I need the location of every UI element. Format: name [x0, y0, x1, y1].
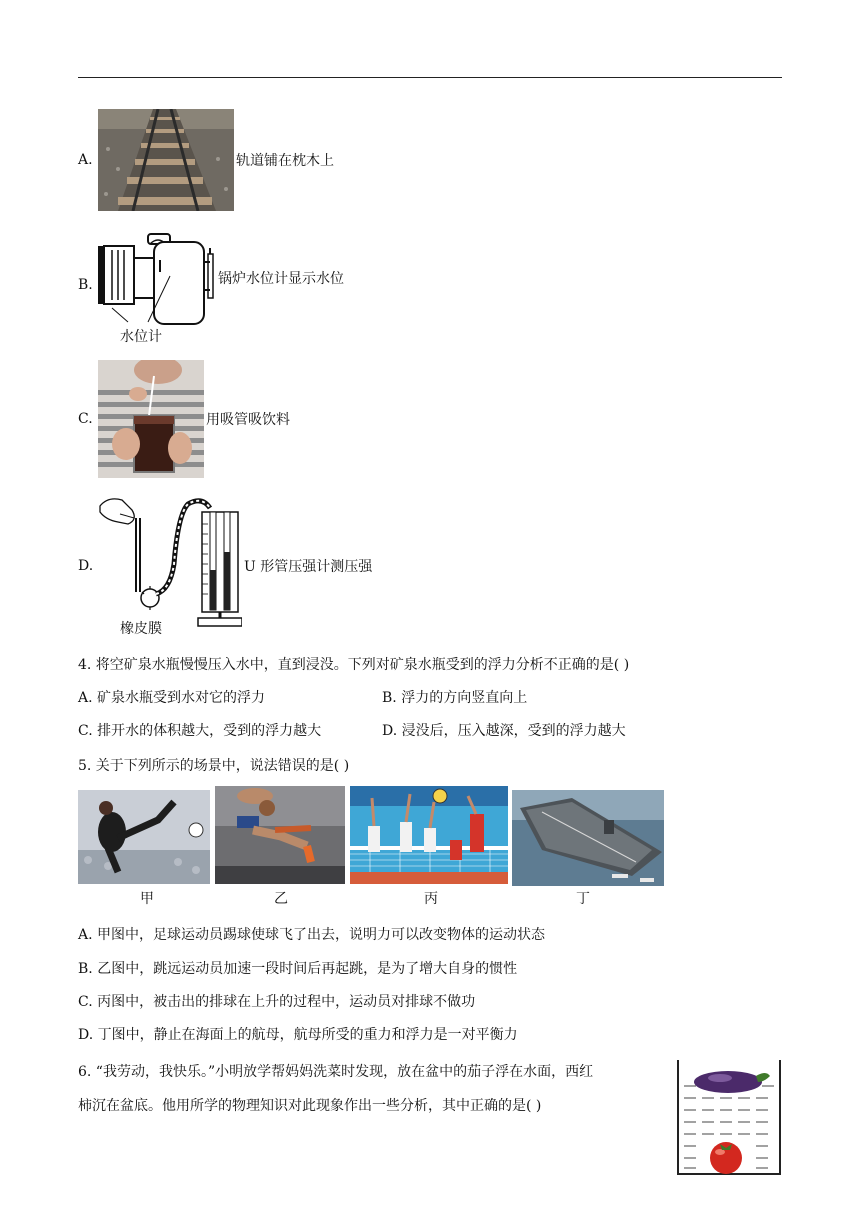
q5-choice-d: D. 丁图中，静止在海面上的航母，航母所受的重力和浮力是一对平衡力 [78, 1027, 518, 1043]
q6-line2: 柿沉在盆底。他用所学的物理知识对此现象作出一些分析，其中正确的是( ) [78, 1098, 542, 1114]
option-b-text: 锅炉水位计显示水位 [218, 271, 344, 287]
option-c-text: 用吸管吸饮料 [206, 412, 290, 428]
option-b-letter: B. [78, 277, 93, 293]
soccer-kick-photo [78, 790, 210, 884]
rubber-membrane-label: 橡皮膜 [120, 618, 162, 638]
water-gauge-label: 水位计 [120, 329, 162, 345]
q5-label-jia: 甲 [140, 891, 154, 907]
long-jump-photo [215, 786, 345, 884]
option-d-text: U 形管压强计测压强 [244, 559, 373, 575]
q4-choice-d: D. 浸没后，压入越深，受到的浮力越大 [382, 723, 626, 739]
header-rule [78, 77, 782, 78]
q5-label-yi: 乙 [274, 891, 288, 907]
q5-choice-a: A. 甲图中，足球运动员踢球使球飞了出去，说明力可以改变物体的运动状态 [78, 927, 546, 943]
option-a-text: 轨道铺在枕木上 [236, 153, 334, 169]
q6-line1: 6. “我劳动，我快乐。”小明放学帮妈妈洗菜时发现，放在盆中的茄子浮在水面，西红 [78, 1064, 594, 1080]
q5-label-bing: 丙 [424, 891, 438, 907]
q5-stem: 5. 关于下列所示的场景中，说法错误的是( ) [78, 758, 350, 774]
option-a-letter: A. [78, 152, 93, 168]
q4-stem: 4. 将空矿泉水瓶慢慢压入水中，直到浸没。下列对矿泉水瓶受到的浮力分析不正确的是( ) [78, 657, 630, 673]
option-d [78, 494, 372, 638]
q5-choice-c: C. 丙图中，被击出的排球在上升的过程中，运动员对排球不做功 [78, 994, 476, 1010]
q5-label-ding: 丁 [576, 891, 590, 907]
option-c [78, 360, 290, 478]
q4-choice-a: A. 矿泉水瓶受到水对它的浮力 [78, 690, 266, 706]
q4-choice-b: B. 浮力的方向竖直向上 [382, 690, 528, 706]
option-d-letter: D. [78, 558, 94, 574]
q5-choice-b: B. 乙图中，跳远运动员加速一段时间后再起跳，是为了增大自身的惯性 [78, 961, 518, 977]
boiler-water-gauge-diagram [98, 224, 218, 346]
q4-choice-c: C. 排开水的体积越大，受到的浮力越大 [78, 723, 322, 739]
basin-eggplant-tomato-diagram [674, 1058, 784, 1178]
option-c-letter: C. [78, 411, 93, 427]
option-a [78, 108, 334, 212]
railway-track-photo [98, 109, 234, 211]
drinking-straw-photo [98, 360, 204, 478]
u-tube-manometer-diagram [98, 494, 242, 638]
volleyball-photo [350, 786, 508, 884]
aircraft-carrier-photo [512, 790, 664, 886]
option-b [78, 224, 344, 346]
